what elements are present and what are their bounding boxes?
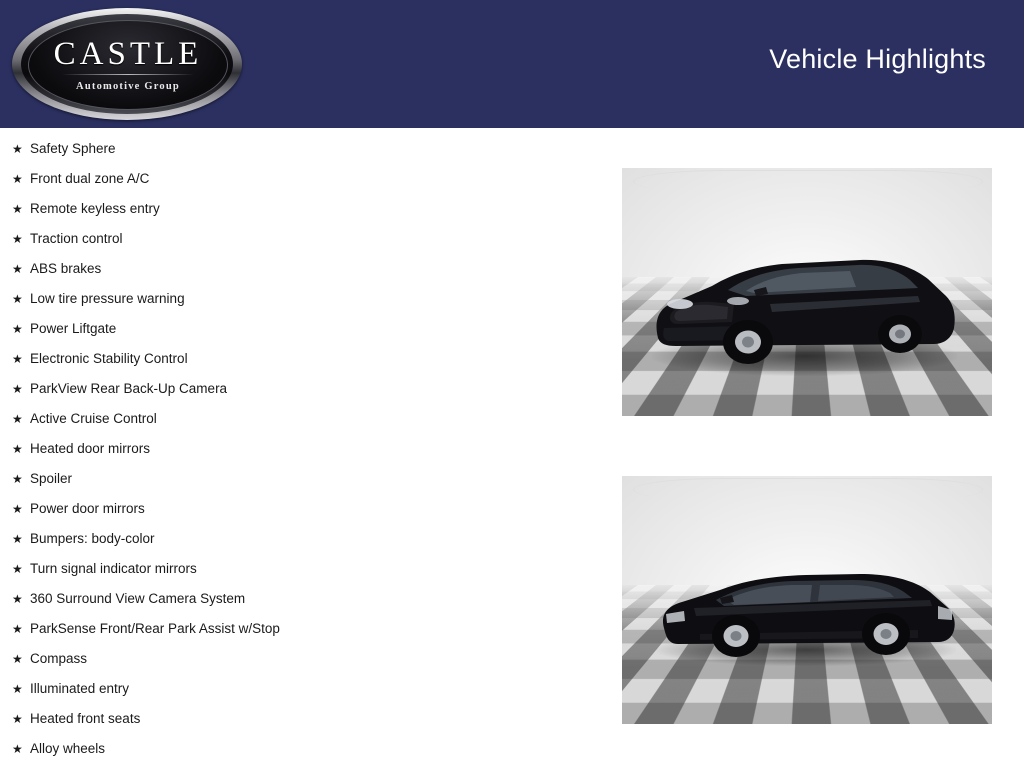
list-item-label: Traction control — [30, 231, 123, 246]
vehicle-photo-side-profile[interactable] — [622, 476, 992, 724]
list-item — [0, 164, 600, 194]
list-item — [0, 134, 600, 164]
star-icon: ★ — [12, 412, 23, 426]
page-content — [0, 128, 1024, 768]
list-item — [0, 374, 600, 404]
list-item-label: Safety Sphere — [30, 141, 116, 156]
list-item-label: Front dual zone A/C — [30, 171, 150, 186]
studio-curve — [633, 478, 983, 500]
list-item-label: Heated door mirrors — [30, 441, 151, 456]
page-header — [0, 0, 1024, 128]
list-item — [0, 254, 600, 284]
list-item-label: ABS brakes — [30, 261, 102, 276]
list-item-label: Electronic Stability Control — [30, 351, 188, 366]
star-icon: ★ — [12, 232, 23, 246]
list-item — [0, 284, 600, 314]
star-icon: ★ — [12, 652, 23, 666]
list-item-label: ParkSense Front/Rear Park Assist w/Stop — [30, 621, 280, 636]
star-icon: ★ — [12, 202, 23, 216]
list-item-label: Turn signal indicator mirrors — [30, 561, 197, 576]
list-item-label: Spoiler — [30, 471, 73, 486]
star-icon: ★ — [12, 322, 23, 336]
list-item — [0, 434, 600, 464]
list-item — [0, 704, 600, 734]
star-icon: ★ — [12, 382, 23, 396]
list-item — [0, 674, 600, 704]
logo-divider — [62, 74, 194, 75]
list-item-label: Illuminated entry — [30, 681, 130, 696]
list-item-label: Active Cruise Control — [30, 411, 157, 426]
list-item-label: Power Liftgate — [30, 321, 117, 336]
vehicle-photo-front-three-quarter[interactable] — [622, 168, 992, 416]
list-item — [0, 494, 600, 524]
star-icon: ★ — [12, 292, 23, 306]
star-icon: ★ — [12, 142, 23, 156]
star-icon: ★ — [12, 472, 23, 486]
logo-brand-name: CASTLE — [53, 36, 203, 72]
list-item — [0, 734, 600, 764]
list-item-label: Bumpers: body-color — [30, 531, 155, 546]
star-icon: ★ — [12, 742, 23, 756]
list-item — [0, 344, 600, 374]
star-icon: ★ — [12, 172, 23, 186]
list-item-label: 360 Surround View Camera System — [30, 591, 246, 606]
vehicle-silhouette-front-three-quarter — [650, 246, 960, 366]
vehicle-highlights-list — [0, 134, 600, 764]
list-item-label: Compass — [30, 651, 88, 666]
castle-automotive-group-logo[interactable] — [12, 8, 242, 120]
list-item-label: ParkView Rear Back-Up Camera — [30, 381, 228, 396]
star-icon: ★ — [12, 532, 23, 546]
list-item-label: Alloy wheels — [30, 741, 106, 756]
list-item — [0, 194, 600, 224]
list-item — [0, 614, 600, 644]
list-item — [0, 584, 600, 614]
list-item — [0, 524, 600, 554]
list-item — [0, 224, 600, 254]
list-item — [0, 554, 600, 584]
studio-curve — [633, 170, 983, 192]
list-item-label: Low tire pressure warning — [30, 291, 185, 306]
list-item-label: Power door mirrors — [30, 501, 145, 516]
star-icon: ★ — [12, 622, 23, 636]
list-item — [0, 644, 600, 674]
star-icon: ★ — [12, 352, 23, 366]
list-item-label: Heated front seats — [30, 711, 141, 726]
star-icon: ★ — [12, 682, 23, 696]
list-item-label: Remote keyless entry — [30, 201, 160, 216]
star-icon: ★ — [12, 592, 23, 606]
vehicle-silhouette-side-profile — [654, 564, 960, 660]
list-item — [0, 464, 600, 494]
star-icon: ★ — [12, 262, 23, 276]
list-item — [0, 314, 600, 344]
list-item — [0, 404, 600, 434]
star-icon: ★ — [12, 442, 23, 456]
star-icon: ★ — [12, 712, 23, 726]
page-title: Vehicle Highlights — [769, 44, 986, 74]
star-icon: ★ — [12, 502, 23, 516]
star-icon: ★ — [12, 562, 23, 576]
logo-face — [28, 20, 228, 110]
logo-brand-subtitle: Automotive Group — [76, 81, 180, 92]
